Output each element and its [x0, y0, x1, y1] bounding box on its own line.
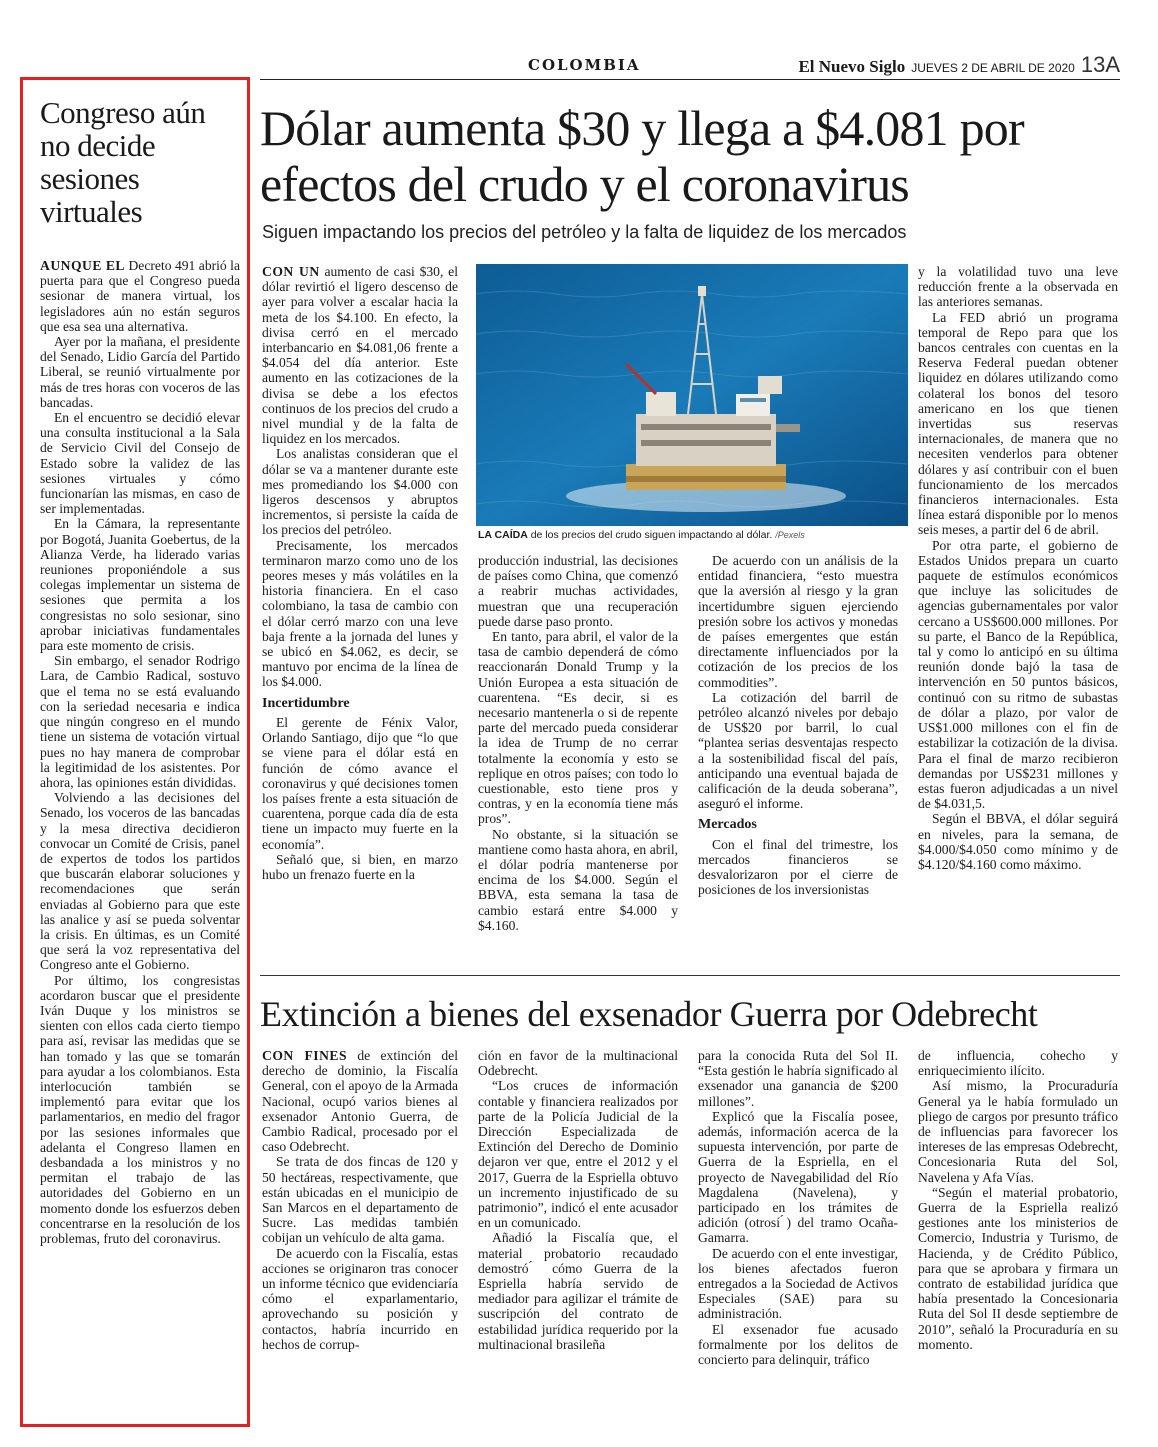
- article-para: El gerente de Fénix Valor, Orlando Santiago, dijo que “lo que se viene para el dólar está en función de cómo avance el coronavirus y qué decisiones tomen los países frente a esta situación de cuarentena, porque cada día de esta tiene un impacto muy fuerte en la economía”.: [262, 714, 458, 852]
- main-col-4: [918, 264, 1118, 872]
- subhead: Mercados: [698, 817, 757, 833]
- article-para: No obstante, si la situación se mantiene como hasta ahora, en abril, el dólar podría mantenerse por encima de los $4.000. Según el BBVA, esta semana la tasa de cambio estará entre $4.000 y $4.160.: [478, 826, 678, 933]
- article-para: Señaló que, si bien, en marzo hubo un frenazo fuerte en la: [262, 851, 458, 882]
- sidebar-para: Sin embargo, el senador Rodrigo Lara, de Cambio Radical, sostuvo que el tema no se está evaluando con la seriedad necesaria e indica que ningún congreso en el mundo tiene un sistema de votación virtual pues no hay manera de comprobar la legitimidad de los asistentes. Por ahora, las opiniones están divididas.: [40, 653, 240, 790]
- sidebar-headline: Congreso aún no decide sesiones virtuales: [40, 95, 206, 229]
- article-para: “Según el material probatorio, Guerra de la Espriella realizó gestiones ante los ministerios de Comercio, Industria y Turismo, de Hacienda, y de Crédito Público, para que se aprobara y firmara un contrato de estabilidad jurídica que había presentado la Concesionaria Ruta del Sol II desde septiembre de 2010”, señaló la Procuraduría en su momento.: [918, 1184, 1118, 1352]
- lead-words: AUNQUE EL: [40, 258, 125, 273]
- page-header: [260, 52, 1120, 80]
- article-para: Por otra parte, el gobierno de Estados Unidos prepara un cuarto paquete de estímulos económicos que incluye las solicitudes de agencias gubernamentales por valor cercano a US$600.000 millones. Por su parte, el Banco de la República, tal y como lo anticipó en su última reunión donde bajó la tasa de intervención en 50 puntos básicos, continuó con su ritmo de subastas de dólar a plazo, por valor de US$1.000 millones con el fin de estabilizar la cotización de la divisa. Para el final de marzo recibieron demandas por US$231 millones y estas fueron adjudicadas a un nivel de $4.031,5.: [918, 537, 1118, 812]
- article-para: producción industrial, las decisiones de países como China, que comenzó a reabrir muchas actividades, muestran que una recuperación puede darse paso pronto.: [478, 553, 678, 629]
- article-para: CON FINES de extinción del derecho de dominio, la Fiscalía General, con el apoyo de la Armada Nacional, ocupó varios bienes al exsenador Antonio Guerra, de Cambio Radical, procesado por el caso Odebrecht.: [262, 1048, 458, 1155]
- article-para: ción en favor de la multinacional Odebrecht.: [478, 1048, 678, 1079]
- second-headline: Extinción a bienes del exsenador Guerra por Odebrecht: [260, 994, 1038, 1034]
- second-col-3: [698, 1048, 898, 1367]
- article-para: La cotización del barril de petróleo alcanzó niveles por debajo de US$20 por barril, lo cual “plantea serias desventajas respecto a la sostenibilidad fiscal del país, anticipando una eventual bajada de calificación de la deuda soberana”, aseguró el informe.: [698, 689, 898, 812]
- article-para: Añadió la Fiscalía que, el material probatorio recaudado demostró ́ cómo Guerra de la Espriella habría servido de mediador para agilizar el trámite de suscripción del contrato de estabilidad jurídica requerido por la multinacional brasileña: [478, 1230, 678, 1352]
- main-headline: Dólar aumenta $30 y llega a $4.081 por efectos del crudo y el coronavirus: [260, 100, 1024, 212]
- section-name: COLOMBIA: [528, 56, 641, 74]
- article-para: CON UN aumento de casi $30, el dólar revirtió el ligero descenso de ayer para volver a escalar hacia la meta de los $4.100. En efecto, la divisa cerró en el mercado interbancario en $4.081,06 frente a $4.054 del día anterior. Este aumento en las cotizaciones de la divisa se debe a los efectos continuos de los precios del crudo a nivel mundial y de la falta de liquidez en los mercados.: [262, 264, 458, 447]
- article-para: Se trata de dos fincas de 120 y 50 hectáreas, respectivamente, que están ubicadas en el municipio de San Marcos en el departamento de Sucre. Las medidas también cobijan un vehículo de alta gama.: [262, 1154, 458, 1246]
- article-para: El exsenador fue acusado formalmente por los delitos de concierto para delinquir, tráfico: [698, 1321, 898, 1368]
- article-divider: [260, 975, 1120, 976]
- caption-lead: LA CAÍDA: [478, 529, 528, 541]
- article-para: De acuerdo con el ente investigar, los bienes afectados fueron entregados a la Sociedad de Activos Especiales (SAE) para su administración.: [698, 1245, 898, 1322]
- main-col-2: [478, 553, 678, 933]
- sidebar-para: AUNQUE EL Decreto 491 abrió la puerta para que el Congreso pueda sesionar de manera virtual, los legisladores aún no están seguros que esa sea una alternativa.: [40, 258, 240, 334]
- article-para: De acuerdo con un análisis de la entidad financiera, “esto muestra que la aversión al riesgo y la gran incertidumbre siguen ejerciendo presión sobre los activos y monedas de países emergentes que están directamente influenciados por la cotización de los precios de los commodities”.: [698, 553, 898, 690]
- article-para: “Los cruces de información contable y financiera realizados por parte de la Policía Judicial de la Dirección Especializada de Extinción del Derecho de Dominio dejaron ver que, entre el 2012 y el 2017, Guerra de la Espriella obtuvo un incremento injustificado de su patrimonio”, indicó el ente acusador en un comunicado.: [478, 1078, 678, 1231]
- lead-words: CON FINES: [262, 1048, 348, 1063]
- issue-date: JUEVES 2 DE ABRIL DE 2020: [911, 61, 1075, 75]
- sidebar-para: En el encuentro se decidió elevar una consulta institucional a la Sala de Servicio Civil del Consejo de Estado sobre la validez de las sesiones virtuales y cómo funcionarían las mismas, en caso de ser implementadas.: [40, 410, 240, 517]
- article-para: de influencia, cohecho y enriquecimiento ilícito.: [918, 1048, 1118, 1079]
- page-number: 13A: [1080, 52, 1120, 77]
- photo-credit: /Pexels: [775, 530, 805, 540]
- lead-words: CON UN: [262, 264, 320, 279]
- sidebar-para: Por último, los congresistas acordaron buscar que el presidente Iván Duque y los ministros se sienten con ellos cada cierto tiempo para así, revisar las medidas que se han tomado y las que se tomarán para ayudar a los colombianos. Esta interlocución también se implementó para evitar que los parlamentarios, en medio del fragor por las sesiones informales que adelanta el Congreso llamen en desbandada a los ministros y no permitan el trabajo de las autoridades del Gobierno en un momento donde los esfuerzos deben concentrarse en la resolución de los problemas, fruto del coronavirus.: [40, 972, 240, 1246]
- main-col-3: [698, 553, 898, 897]
- article-para: De acuerdo con la Fiscalía, estas acciones se originaron tras conocer un informe técnico que evidenciaría cómo el exparlamentario, aprovechando su posición y contactos, habría incurrido en hechos de corrup-: [262, 1245, 458, 1352]
- article-para: La FED abrió un programa temporal de Repo para que los bancos centrales con cuentas en la Reserva Federal puedan obtener liquidez en dólares utilizando como colateral los bonos del tesoro americano en los que tienen invertidas sus reservas internacionales, de manera que no necesiten venderlos para obtener dólares y así contribuir con el buen funcionamiento de los mercados financieros internacionales. Esta línea estará disponible por lo menos seis meses, a partir del 6 de abril.: [918, 309, 1118, 538]
- subhead: Incertidumbre: [262, 695, 350, 711]
- second-col-2: [478, 1048, 678, 1352]
- article-para: Precisamente, los mercados terminaron marzo como uno de los peores meses y más volátiles en la historia financiera. En el caso colombiano, la tasa de cambio con el dólar cerró marzo con una leve baja frente a la jornada del lunes y se ubicó en $4.062, es decir, se mantuvo por encima de la línea de los $4.000.: [262, 537, 458, 690]
- article-para: Así mismo, la Procuraduría General ya le había formulado un pliego de cargos por presunto tráfico de influencias para favorecer los intereses de las empresas Odebrecht, Concesionaria Ruta del Sol, Navelena y Afa Vías.: [918, 1078, 1118, 1185]
- article-para: Explicó que la Fiscalía posee, además, información acerca de la supuesta intervención, por parte de Guerra de la Espriella, en el proyecto de Navegabilidad del Río Magdalena (Navelena), y participado en los trámites de adición (otrosí ́) del tramo Ocaña-Gamarra.: [698, 1108, 898, 1246]
- second-col-4: [918, 1048, 1118, 1352]
- sidebar-para: Volviendo a las decisiones del Senado, los voceros de las bancadas y la mesa directiva decidieron convocar un Comité de Crisis, panel de expertos de todos los partidos que buscarán elaborar soluciones y recomendaciones que serán enviadas al Gobierno para que este las analice y así se pueda solventar la crisis. En últimas, es un Comité que será la voz representativa del Congreso ante el Gobierno.: [40, 790, 240, 973]
- article-para: para la conocida Ruta del Sol II. “Esta gestión le habría significado al exsenador una ganancia de $200 millones”.: [698, 1048, 898, 1109]
- main-col-1: [262, 264, 458, 882]
- sidebar-article: [40, 258, 240, 1246]
- article-para: Con el final del trimestre, los mercados financieros se desvalorizaron por el cierre de posiciones de los inversionistas: [698, 836, 898, 898]
- oil-rig-photo: [476, 264, 908, 526]
- main-deck: Siguen impactando los precios del petróleo y la falta de liquidez de los mercados: [262, 222, 907, 242]
- photo-caption: [478, 529, 908, 541]
- sidebar-para: En la Cámara, la representante por Bogotá, Juanita Goebertus, de la Alianza Verde, ha liderado varias reuniones proponiéndole a sus colegas implementar un sistema de sesiones que permita a los congresistas no solo sesionar, sino aprobar iniciativas fundamentales para este momento de crisis.: [40, 516, 240, 654]
- paper-name: El Nuevo Siglo: [798, 57, 906, 76]
- article-para: Según el BBVA, el dólar seguirá en niveles, para la semana, de $4.000/$4.050 como mínimo y de $4.120/$4.160 como máximo.: [918, 811, 1118, 872]
- caption-text: de los precios del crudo siguen impactando al dólar.: [530, 529, 773, 541]
- sidebar-para: Ayer por la mañana, el presidente del Senado, Lidio García del Partido Liberal, se reunió virtualmente por más de tres horas con voceros de las bancadas.: [40, 334, 240, 410]
- article-para: Los analistas consideran que el dólar se va a mantener durante este mes promediando los $4.000 con ligeros descensos y abruptos incrementos, si persiste la caída de los precios del petróleo.: [262, 446, 458, 538]
- second-col-1: [262, 1048, 458, 1352]
- oil-rig-illustration: [476, 264, 908, 526]
- article-para: y la volatilidad tuvo una leve reducción frente a la observada en las anteriores semanas.: [918, 264, 1118, 310]
- article-para: En tanto, para abril, el valor de la tasa de cambio dependerá de cómo reaccionarán Donald Trump y la Unión Europea a esta situación de cuarentena. “Es decir, si es necesario mantenerla o si de repente parte del mercado pueda considerar la idea de Trump de no cerrar totalmente la economía y esto se replique en otros países; con todo lo cuestionable, esto tiene pros y contras, y en la economía tiene más pros”.: [478, 629, 678, 827]
- masthead: [798, 52, 1120, 78]
